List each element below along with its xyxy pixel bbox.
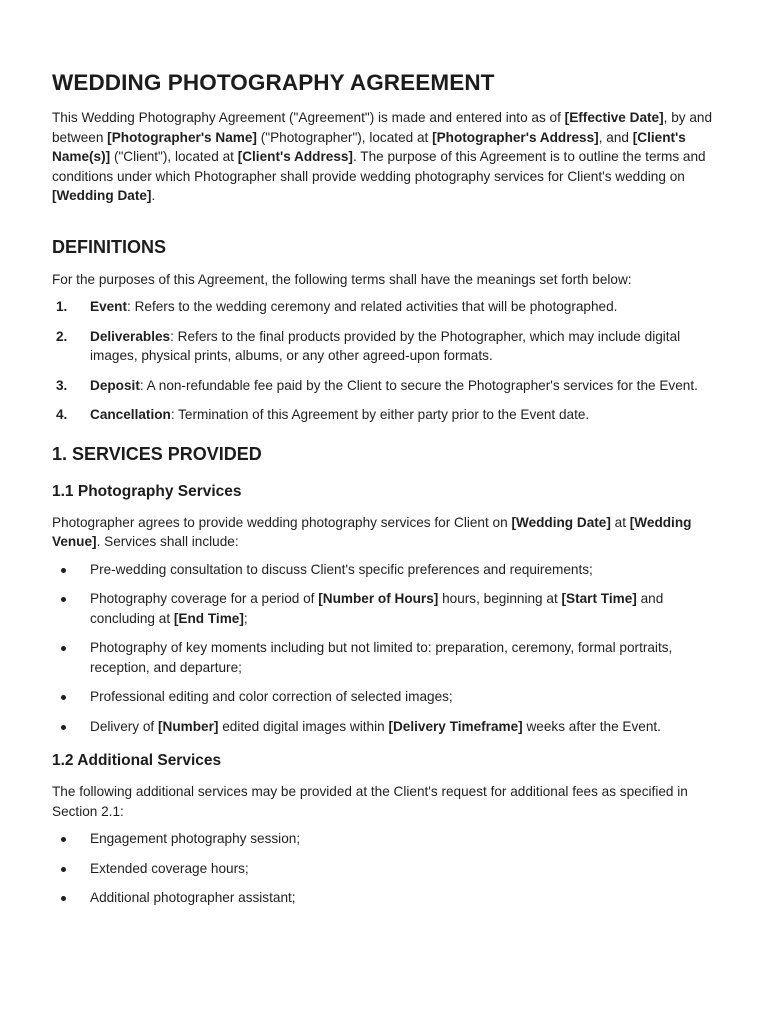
list-item-text: weeks after the Event. bbox=[522, 718, 661, 734]
bullet-icon bbox=[61, 646, 66, 651]
list-item-text: Additional photographer assistant; bbox=[90, 890, 296, 905]
list-item-text: Engagement photography session; bbox=[90, 831, 301, 846]
definitions-lead: For the purposes of this Agreement, the following terms shall have the meanings set forth below: bbox=[52, 271, 632, 287]
definition-number: 2. bbox=[56, 328, 68, 344]
list-item bbox=[52, 589, 714, 628]
placeholder-photographer-address: [Photographer's Address] bbox=[432, 129, 599, 145]
intro-text: , and bbox=[598, 129, 633, 145]
placeholder-start-time: [Start Time] bbox=[561, 591, 637, 606]
definition-item bbox=[52, 405, 714, 425]
bullet-icon bbox=[61, 725, 66, 730]
placeholder-number-of-hours: [Number of Hours] bbox=[318, 591, 439, 606]
placeholder-effective-date: [Effective Date] bbox=[564, 110, 664, 125]
photography-services-lead bbox=[52, 513, 714, 552]
placeholder-number: [Number] bbox=[158, 718, 219, 734]
list-item-text: Delivery of bbox=[90, 718, 158, 734]
list-item-text: hours, beginning at bbox=[438, 591, 562, 606]
intro-text: This Wedding Photography Agreement ("Agreement") is made and entered into as of bbox=[52, 110, 565, 125]
intro-text: . The purpose of this Agreement is to outline the terms and conditions under which Photographer shall provide wedding photography services for Client's wedding on bbox=[52, 149, 706, 184]
list-item bbox=[52, 859, 714, 879]
bullet-icon bbox=[61, 837, 66, 842]
intro-paragraph bbox=[52, 108, 714, 206]
intro-text: ("Photographer"), located at bbox=[256, 129, 433, 145]
placeholder-delivery-timeframe: [Delivery Timeframe] bbox=[388, 718, 523, 734]
placeholder-wedding-date: [Wedding Date] bbox=[511, 514, 611, 530]
placeholder-end-time: [End Time] bbox=[173, 610, 244, 626]
list-item-text: Photography of key moments including but not limited to: preparation, ceremony, formal portraits, reception, and departure; bbox=[90, 640, 673, 675]
definition-number: 3. bbox=[56, 377, 68, 393]
placeholder-photographer-name: [Photographer's Name] bbox=[107, 129, 257, 145]
bullet-icon bbox=[61, 695, 66, 700]
list-item bbox=[52, 687, 714, 707]
bullet-icon bbox=[61, 568, 66, 573]
list-item-text: ; bbox=[243, 610, 248, 626]
list-item-text: Pre-wedding consultation to discuss Client's specific preferences and requirements; bbox=[90, 561, 593, 577]
definition-text: : Termination of this Agreement by either party prior to the Event date. bbox=[170, 407, 590, 422]
photography-services-heading: 1.1 Photography Services bbox=[52, 482, 242, 500]
additional-services-list bbox=[52, 829, 714, 908]
definition-term: Deliverables bbox=[90, 328, 171, 344]
list-item-text: edited digital images within bbox=[218, 718, 389, 734]
services-heading: 1. SERVICES PROVIDED bbox=[52, 443, 262, 464]
photography-services-list bbox=[52, 560, 714, 737]
definition-text: : Refers to the wedding ceremony and related activities that will be photographed. bbox=[127, 299, 618, 314]
definition-item bbox=[52, 327, 714, 366]
intro-text: ("Client"), located at bbox=[110, 149, 238, 164]
definition-item bbox=[52, 297, 714, 317]
definitions-list bbox=[52, 297, 714, 425]
definition-term: Event bbox=[90, 299, 128, 314]
list-item-text: Photography coverage for a period of bbox=[90, 591, 319, 606]
placeholder-client-address: [Client's Address] bbox=[237, 149, 353, 164]
bullet-icon bbox=[61, 896, 66, 901]
definition-number: 1. bbox=[56, 299, 68, 314]
lead-text: Photographer agrees to provide wedding photography services for Client on bbox=[52, 514, 512, 530]
list-item-text: Extended coverage hours; bbox=[90, 860, 249, 876]
intro-text: . bbox=[151, 188, 156, 203]
bullet-icon bbox=[61, 867, 66, 872]
definitions-heading: DEFINITIONS bbox=[52, 236, 167, 257]
definition-text: : A non-refundable fee paid by the Client to secure the Photographer's services for the Event. bbox=[139, 377, 698, 393]
lead-text: at bbox=[610, 514, 630, 530]
document-title: WEDDING PHOTOGRAPHY AGREEMENT bbox=[52, 70, 495, 95]
definition-item bbox=[52, 376, 714, 396]
list-item-text: Professional editing and color correction of selected images; bbox=[90, 689, 453, 704]
definition-text: : Refers to the final products provided by the Photographer, which may include digital images, physical prints, albums, or any other agreed-upon formats. bbox=[90, 328, 681, 363]
list-item-text: and concluding at bbox=[90, 591, 664, 626]
lead-text: . Services shall include: bbox=[96, 534, 239, 549]
bullet-icon bbox=[61, 597, 66, 602]
list-item bbox=[52, 717, 714, 737]
definition-term: Cancellation bbox=[90, 407, 171, 422]
list-item bbox=[52, 829, 714, 849]
additional-services-lead: The following additional services may be provided at the Client's request for additional fees as specified in Section 2.1: bbox=[52, 784, 688, 819]
placeholder-client-names: [Client's Name(s)] bbox=[52, 129, 686, 164]
placeholder-wedding-date: [Wedding Date] bbox=[52, 188, 152, 203]
list-item bbox=[52, 888, 714, 908]
additional-services-heading: 1.2 Additional Services bbox=[52, 752, 222, 769]
placeholder-wedding-venue: [Wedding Venue] bbox=[52, 514, 692, 549]
definition-term: Deposit bbox=[90, 377, 140, 393]
list-item bbox=[52, 638, 714, 677]
list-item bbox=[52, 560, 714, 580]
definition-number: 4. bbox=[56, 407, 68, 422]
intro-text: , by and between bbox=[52, 110, 713, 145]
